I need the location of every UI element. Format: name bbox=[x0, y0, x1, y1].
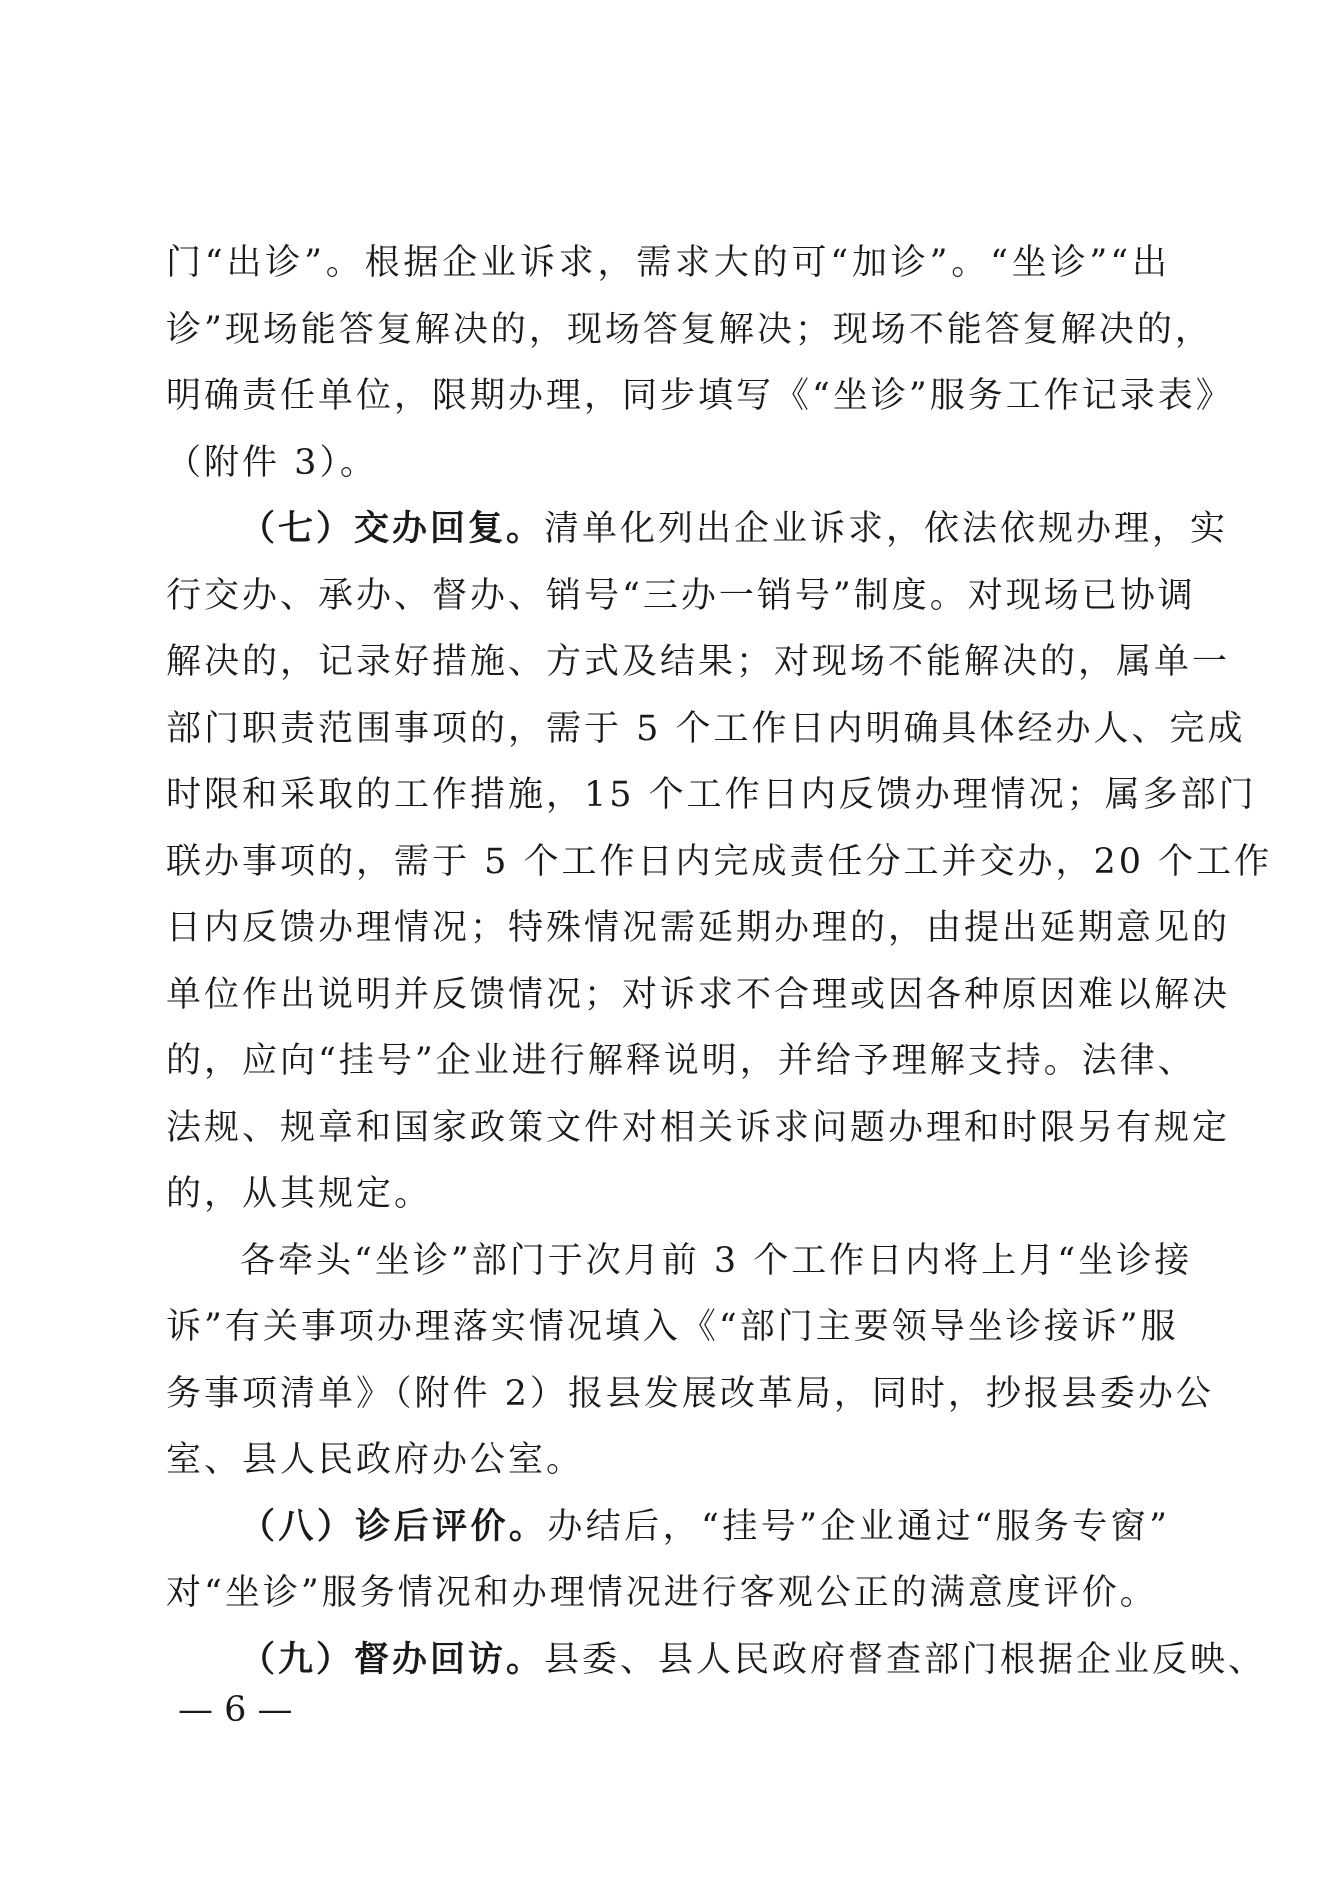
section-7-heading: （七）交办回复。 bbox=[240, 508, 545, 549]
text-line: 时限和采取的工作措施，15 个工作日内反馈办理情况；属多部门 bbox=[166, 775, 1257, 815]
text-line: 行交办、承办、督办、销号“三办一销号”制度。对现场已协调 bbox=[166, 575, 1196, 616]
section-8-heading: （八）诊后评价。 bbox=[240, 1505, 548, 1547]
text-line: 解决的，记录好措施、方式及结果；对现场不能解决的，属单一 bbox=[166, 642, 1231, 682]
section-9-first-line bbox=[166, 1627, 1267, 1694]
text-line: 明确责任单位，限期办理，同步填写《“坐诊”服务工作记录表》 bbox=[166, 376, 1234, 416]
text-line: 联办事项的，需于 5 个工作日内完成责任分工并交办，20 个工作 bbox=[166, 841, 1273, 882]
section-9-heading: （九）督办回访。 bbox=[240, 1638, 545, 1680]
section-9-text: 县委、县人民政府督查部门根据企业反映、 bbox=[544, 1639, 1267, 1680]
section-7-first-line bbox=[166, 496, 1229, 563]
section-7-text: 清单化列出企业诉求，依法依规办理，实 bbox=[544, 509, 1229, 549]
text-line: 的，应向“挂号”企业进行解释说明，并给予理解支持。法律、 bbox=[166, 1041, 1196, 1081]
text-line: 各牵头“坐诊”部门于次月前 3 个工作日内将上月“坐诊接 bbox=[240, 1240, 1193, 1281]
text-line: 务事项清单》（附件 2）报县发展改革局，同时，抄报县委办公 bbox=[166, 1373, 1214, 1414]
text-line: 单位作出说明并反馈情况；对诉求不合理或因各种原因难以解决 bbox=[166, 974, 1231, 1015]
section-8-text: 办结后，“挂号”企业通过“服务专窗” bbox=[547, 1506, 1170, 1547]
text-line: 对“坐诊”服务情况和办理情况进行客观公正的满意度评价。 bbox=[166, 1573, 1158, 1613]
text-line: （附件 3）。 bbox=[166, 442, 378, 483]
text-line: 的，从其规定。 bbox=[166, 1174, 433, 1214]
page-number: — 6 — bbox=[178, 1690, 293, 1730]
section-8-first-line bbox=[166, 1494, 1170, 1561]
body-text bbox=[166, 230, 1273, 1693]
text-line: 法规、规章和国家政策文件对相关诉求问题办理和时限另有规定 bbox=[166, 1107, 1231, 1148]
text-line: 诊”现场能答复解决的，现场答复解决；现场不能答复解决的， bbox=[166, 309, 1213, 350]
text-line: 门“出诊”。根据企业诉求，需求大的可“加诊”。“坐诊”“出 bbox=[166, 243, 1170, 283]
text-line: 诉”有关事项办理落实情况填入《“部门主要领导坐诊接诉”服 bbox=[166, 1307, 1179, 1347]
text-line: 部门职责范围事项的，需于 5 个工作日内明确具体经办人、完成 bbox=[166, 708, 1246, 749]
text-line: 室、县人民政府办公室。 bbox=[166, 1440, 585, 1480]
text-line: 日内反馈办理情况；特殊情况需延期办理的，由提出延期意见的 bbox=[166, 908, 1231, 948]
